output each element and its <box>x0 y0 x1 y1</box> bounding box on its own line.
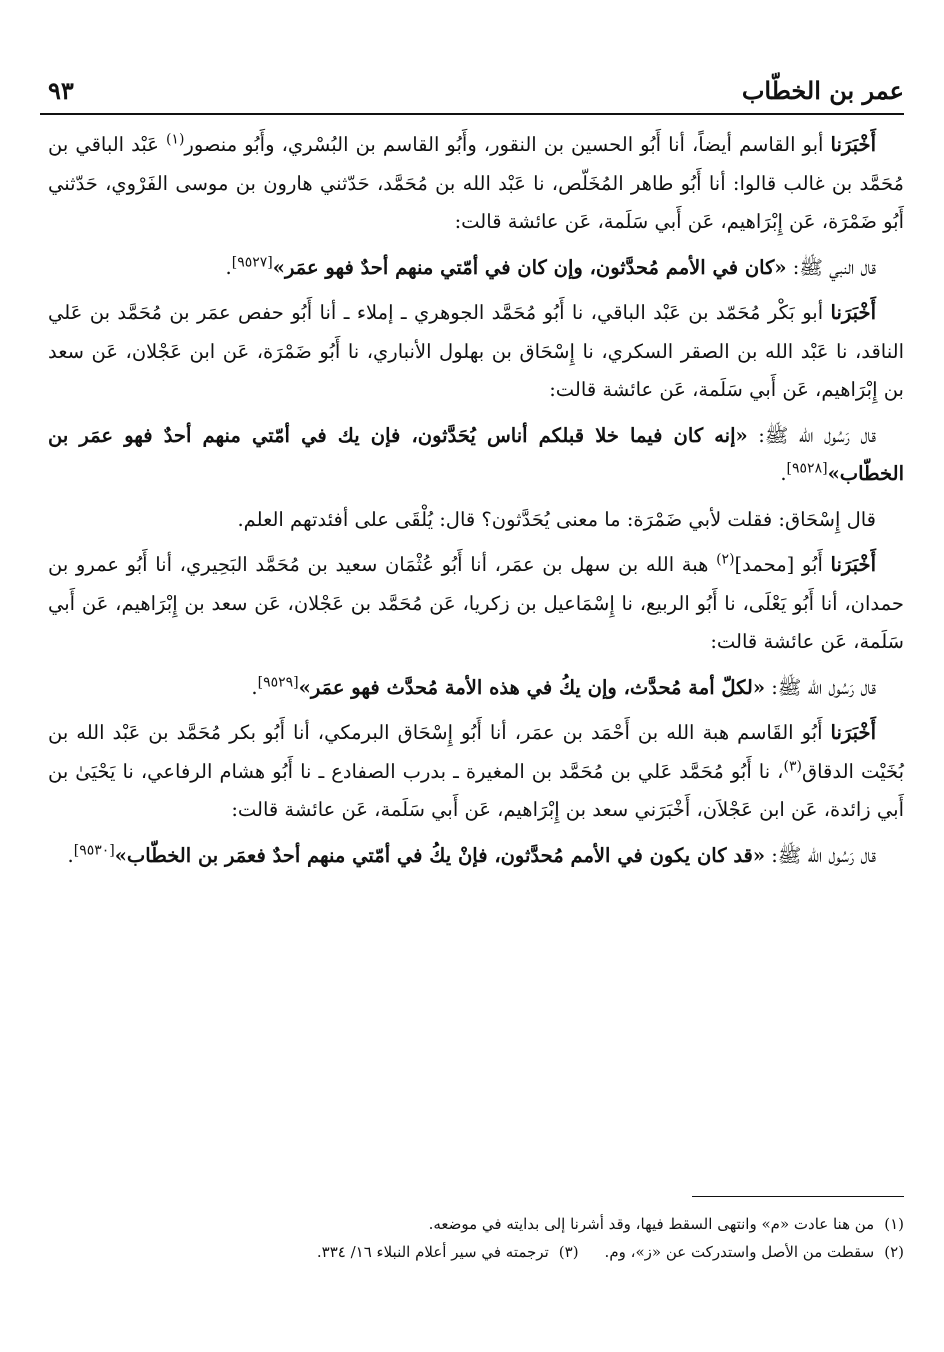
footnote-text: ترجمته في سير أعلام النبلاء ١٦/ ٣٣٤. <box>316 1243 549 1261</box>
quote-intro: قال رَسُول الله ﷺ: <box>765 843 876 867</box>
quote-end: . <box>780 462 787 485</box>
hadith-quote: «قد كان يكون في الأمم مُحدَّثون، فإنْ يكُ في أمّتي منهم أحدٌ فعمَر بن الخطّاب» <box>114 843 766 867</box>
paragraph-chain-3 <box>48 546 904 662</box>
hadith-quote: «إنه كان فيما خلا قبلكم أناس يُحَدَّثون، فإن يك في أمّتي منهم أحدٌ فهو عمَر بن الخطّاب» <box>48 423 904 485</box>
footnote-number: (١) <box>884 1215 904 1233</box>
paragraph-chain-2 <box>48 294 904 410</box>
paragraph-hadith-4 <box>48 837 904 876</box>
running-title: عمر بن الخطّاب <box>741 76 904 105</box>
paragraph-text: أَبُو [محمد] <box>734 553 831 576</box>
footnote-rule <box>692 1196 904 1197</box>
paragraph-hadith-1 <box>48 249 904 288</box>
paragraph-text-continued: ، نا أَبُو مُحَمَّد عَلي بن مُحَمَّد بن المغيرة ـ بدرب الصفادع ـ نا أَبُو هشام الرفاعي، نا يَحْيَىٰ بن أَبي زائدة، عَن ابن عَجْلاَن، أَخْبَرَني سعد بن إِبْرَاهيم، عَن أَبي سَلَمة، عَن عائشة قالت: <box>48 759 904 821</box>
footnote-number: (٢) <box>884 1243 904 1261</box>
quote-end: . <box>67 843 74 867</box>
footnote-1 <box>48 1210 904 1238</box>
quote-intro: قال رَسُول الله ﷺ: <box>747 423 876 447</box>
page-number: ٩٣ <box>48 76 74 105</box>
quote-intro: قال النبي ﷺ: <box>786 255 876 279</box>
hadith-number: [٩٥٢٩] <box>257 674 299 690</box>
paragraph-text-continued: هبة الله بن سهل بن عمَر، أنا أَبُو عُثْمَان سعيد بن مُحَمَّد البَحِيري، أنا أَبُو عمرو بن حمدان، أنا أَبُو يَعْلَى، نا أَبُو الربيع، نا إِسْمَاعيل بن زكريا، عَن مُحَمَّد بن عَجْلان، عَن سعد بن إِبْرَاهيم، عَن أَبي سَلَمة، عَن عائشة قالت: <box>48 553 904 653</box>
hadith-number: [٩٥٢٧] <box>231 254 273 270</box>
paragraph-hadith-2 <box>48 417 904 494</box>
quote-end: . <box>251 675 258 699</box>
quote-intro: قال رَسُول الله ﷺ: <box>765 675 876 699</box>
footnote-ref: (٣) <box>783 758 802 774</box>
paragraph-commentary <box>48 501 904 540</box>
footnote-2 <box>48 1238 904 1266</box>
paragraph-chain-1 <box>48 126 904 242</box>
paragraph-lead: أَخْبَرَنا <box>830 553 876 576</box>
footnote-ref: (٢) <box>716 551 735 568</box>
book-page <box>40 0 904 1352</box>
footnote-text: من هنا عادت «م» وانتهى السقط فيها، وقد أشرنا إلى بدايته في موضعه. <box>428 1215 875 1233</box>
paragraph-text: قال إِسْحَاق: فقلت لأبي ضَمْرَة: ما معنى يُحَدَّثون؟ قال: يُلْقَى على أفئدتهم العلم. <box>237 507 876 531</box>
footnotes <box>48 1210 904 1266</box>
hadith-number: [٩٥٣٠] <box>73 842 115 858</box>
footnote-number: (٣) <box>558 1243 579 1261</box>
paragraph-lead: أَخْبَرَنا <box>830 721 876 744</box>
body-text <box>48 126 904 882</box>
page-header <box>48 70 904 110</box>
paragraph-text: أَبُو القَاسم هبة الله بن أَحْمَد بن عمَر، أنا أَبُو إِسْحَاق البرمكي، أنا أَبُو بكر مُحَمَّد بن عَبْد الله بن بُخَيْت الدقاق <box>48 721 904 783</box>
paragraph-text: أبو بَكْر مُحَمّد بن عَبْد الباقي، نا أَبُو مُحَمَّد الجوهري ـ إملاء ـ أنا أَبُو حفص عمَر بن مُحَمَّد بن عَلي الناقد، نا عَبْد الله بن الصقر السكري، نا إِسْحَاق بن بهلول الأنباري، نا أَبُو ضَمْرَة، عَن ابن عَجْلان، عَن سعد بن إِبْرَاهيم، عَن أَبي سَلَمة، عَن عائشة قالت: <box>48 301 904 401</box>
hadith-quote: «لكلّ أمة مُحدَّث، وإن يكُ في هذه الأمة مُحدَّث فهو عمَر» <box>298 675 766 699</box>
paragraph-chain-4 <box>48 714 904 830</box>
quote-end: . <box>225 255 232 279</box>
paragraph-text-continued: عَبْد الباقي بن مُحَمَّد بن غالب قالوا: أنا أَبُو طاهر المُخَلّص، نا عَبْد الله بن مُحَمَّد، حَدّثني هارون بن موسى الفَرْوي، حَدّثني أَبُو ضَمْرَة، عَن إِبْرَاهيم، عَن أَبي سَلَمة، عَن عائشة قالت: <box>48 133 904 233</box>
hadith-quote: «كان في الأمم مُحدَّثون، وإن كان في أمّتي منهم أحدٌ فهو عمَر» <box>272 255 787 279</box>
header-rule <box>40 113 904 115</box>
hadith-number: [٩٥٢٨] <box>786 460 828 477</box>
paragraph-text: أبو القاسم أيضاً، أنا أَبُو الحسين بن النقور، وأَبُو القاسم بن البُسْري، وأَبُو منصور <box>184 133 831 156</box>
paragraph-lead: أَخْبَرَنا <box>830 133 876 156</box>
paragraph-hadith-3 <box>48 669 904 708</box>
paragraph-lead: أَخْبَرَنا <box>830 301 876 324</box>
footnote-ref: (١) <box>165 131 185 148</box>
footnote-text: سقطت من الأصل واستدركت عن «ز»، وم. <box>604 1243 875 1261</box>
